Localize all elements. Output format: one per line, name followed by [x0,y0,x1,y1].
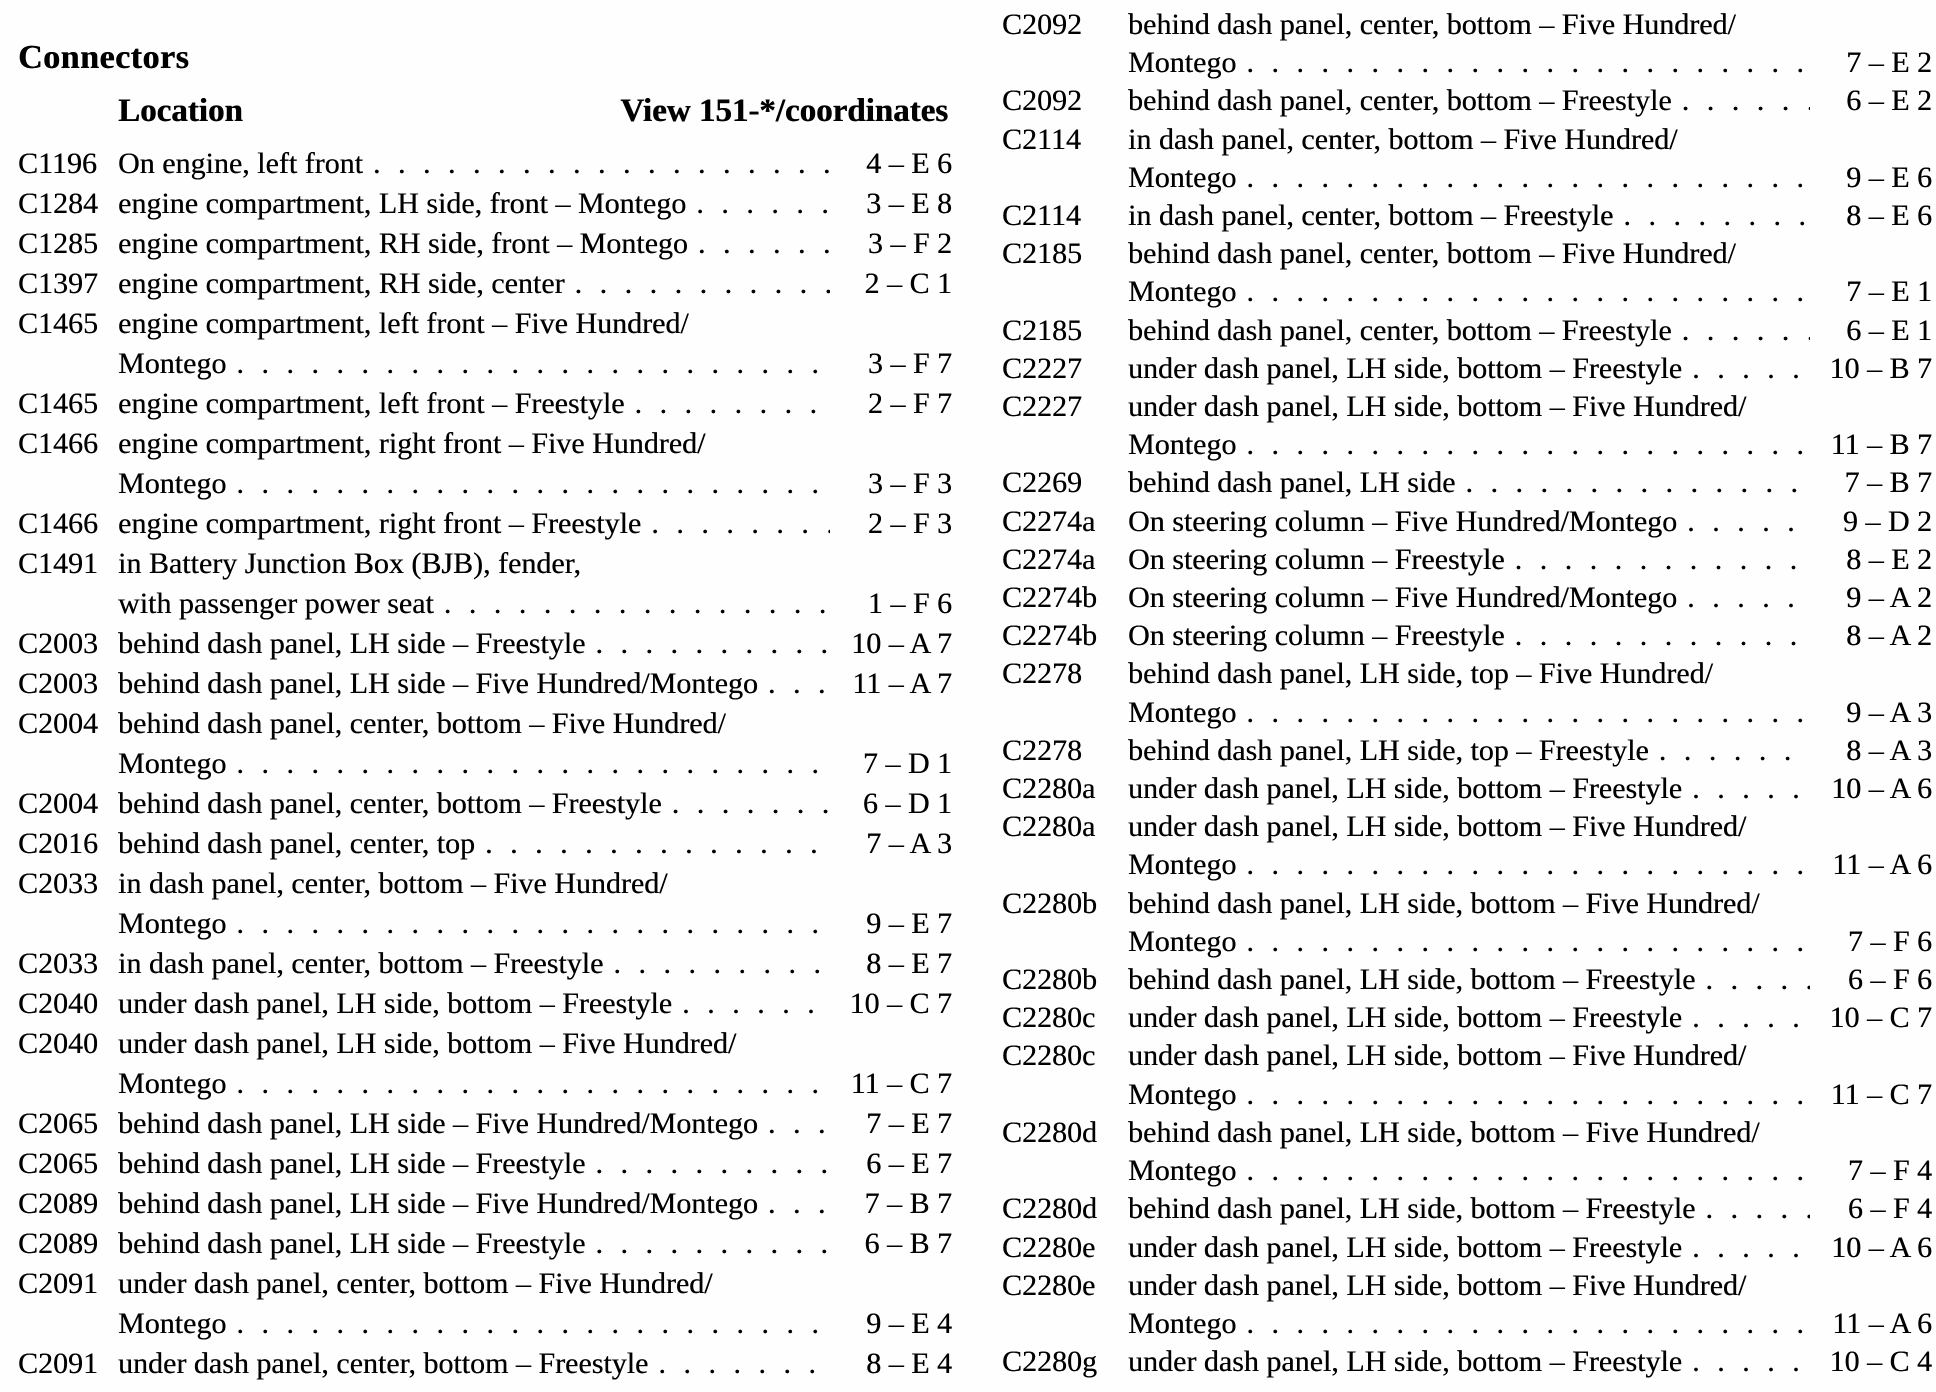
connector-id: C1465 [18,387,99,420]
table-row [1002,1343,1932,1381]
view-coordinate: 9 – A 2 [1846,581,1932,615]
location-text: under dash panel, center, bottom – Freestyle [118,1347,649,1380]
view-coordinate: 11 – A 7 [852,667,952,700]
table-row [18,544,952,624]
location-text: engine compartment, RH side, front – Montego [118,227,688,260]
location-text: under dash panel, LH side, bottom – Five Hundred/ [118,1027,737,1060]
location-text: in Battery Junction Box (BJB), fender, [118,547,581,580]
table-row [1002,464,1932,502]
connector-id: C2003 [18,627,99,660]
view-coordinate: 8 – A 3 [1846,733,1932,767]
dot-leader [373,144,830,184]
dot-leader [1623,197,1810,235]
view-coordinate: 8 – E 7 [866,947,952,980]
dot-leader [1687,503,1810,541]
table-row [18,1344,952,1384]
location-text: engine compartment, left front – Freestyle [118,387,625,420]
view-coordinate: 11 – A 6 [1832,1306,1932,1340]
view-coordinate: 3 – F 7 [867,347,952,380]
dot-leader [613,944,830,984]
view-coordinate: 8 – E 2 [1846,542,1932,576]
view-coordinate: 7 – D 1 [862,747,952,780]
location-text: behind dash panel, LH side, top – Freestyle [1128,733,1649,767]
location-text: under dash panel, LH side, bottom – Five Hundred/ [1128,810,1747,844]
view-coordinate: 8 – A 2 [1846,619,1932,653]
dot-leader [658,1344,830,1384]
connector-id: C2091 [18,1267,99,1300]
connector-id: C2065 [18,1107,99,1140]
section-title: Connectors [18,39,190,76]
location-text: behind dash panel, center, bottom – Five Hundred/ [1128,8,1736,41]
connector-id: C2114 [1002,122,1081,156]
table-row [1002,235,1932,311]
table-row [1002,197,1932,235]
location-text: under dash panel, LH side, bottom – Five Hundred/ [1128,1039,1747,1073]
dot-leader [444,584,830,624]
dot-leader [595,1224,830,1264]
location-text: under dash panel, LH side, bottom – Freestyle [1128,351,1683,385]
dot-leader [1246,1076,1810,1114]
location-text: behind dash panel, LH side, bottom – Five Hundred/ [1128,886,1760,920]
view-coordinate: 7 – E 1 [1846,275,1932,309]
view-coordinate: 9 – E 6 [1846,160,1932,194]
location-text: Montego [1128,1077,1237,1111]
location-text: Montego [1128,428,1237,462]
table-row [1002,1190,1932,1228]
dot-leader [485,824,830,864]
dot-leader [236,904,830,944]
connector-id: C1466 [18,507,99,540]
location-text: Montego [118,907,227,940]
location-text: Montego [1128,924,1237,958]
location-text: behind dash panel, center, bottom – Five Hundred/ [118,707,726,740]
dot-leader [768,1184,830,1224]
view-coordinate: 9 – D 2 [1842,504,1932,538]
view-coordinate: 10 – C 4 [1829,1345,1932,1379]
view-coordinate: 10 – C 7 [849,987,952,1020]
table-row [1002,1037,1932,1113]
connector-id: C2003 [18,667,99,700]
connector-id: C2274a [1002,542,1096,576]
table-row [18,624,952,664]
table-row [18,1184,952,1224]
table-row [1002,312,1932,350]
location-text: behind dash panel, LH side – Five Hundred/Montego [118,1187,758,1220]
connector-id: C2114 [1002,199,1081,233]
location-text: behind dash panel, LH side – Five Hundred/Montego [118,667,758,700]
table-row [1002,350,1932,388]
view-coordinate: 6 – E 1 [1846,313,1932,347]
dot-leader [1246,846,1810,884]
connector-id: C2185 [1002,313,1083,347]
location-text: behind dash panel, LH side, bottom – Freestyle [1128,1192,1696,1226]
left-column [18,36,952,1384]
location-text: engine compartment, left front – Five Hundred/ [118,307,689,340]
dot-leader [575,264,830,304]
location-text: in dash panel, center, bottom – Five Hundred/ [118,867,668,900]
location-text: Montego [118,1307,227,1340]
connector-id: C2278 [1002,733,1083,767]
column-headers [18,88,952,134]
location-text: Montego [1128,275,1237,309]
table-row [1002,1114,1932,1190]
dot-leader [1246,44,1810,82]
dot-leader [698,224,830,264]
connector-id: C2033 [18,867,99,900]
connector-list-left [18,144,952,1384]
location-text: On steering column – Five Hundred/Montego [1128,504,1678,538]
connector-id: C2280c [1002,1001,1096,1035]
table-row [18,1104,952,1144]
table-row [18,224,952,264]
dot-leader [1692,1343,1810,1381]
table-row [18,184,952,224]
connector-id: C2065 [18,1147,99,1180]
table-row [18,864,952,944]
dot-leader [236,344,830,384]
table-row [1002,808,1932,884]
connector-id: C2185 [1002,237,1083,271]
location-text: behind dash panel, center, top [118,827,476,860]
table-row [1002,999,1932,1037]
connector-id: C2040 [18,1027,99,1060]
dot-leader [236,1064,830,1104]
view-coordinate: 6 – F 4 [1847,1192,1932,1226]
view-coordinate: 7 – A 3 [866,827,952,860]
view-coordinate: 7 – B 7 [864,1187,952,1220]
dot-leader [768,664,830,704]
connector-id: C2280e [1002,1230,1096,1264]
location-text: under dash panel, LH side, bottom – Freestyle [1128,772,1683,806]
connector-id: C2091 [18,1347,99,1380]
table-row [1002,6,1932,82]
dot-leader [1246,923,1810,961]
table-row [18,1024,952,1104]
location-text: under dash panel, LH side, bottom – Five Hundred/ [1128,390,1747,424]
location-text: On engine, left front [118,147,363,180]
connector-id: C2092 [1002,8,1083,41]
table-row [1002,617,1932,655]
view-coordinate: 7 – B 7 [1844,466,1932,500]
view-coordinate: 3 – E 8 [866,187,952,220]
connector-id: C2004 [18,707,99,740]
view-coordinate: 11 – C 7 [1830,1077,1932,1111]
view-coordinate: 2 – F 3 [867,507,952,540]
location-text: Montego [1128,848,1237,882]
location-text: behind dash panel, LH side, bottom – Five Hundred/ [1128,1115,1760,1149]
table-row [18,944,952,984]
location-text: under dash panel, LH side, bottom – Freestyle [1128,1345,1683,1379]
dot-leader [1692,770,1810,808]
view-coordinate: 6 – E 7 [866,1147,952,1180]
table-row [1002,770,1932,808]
view-coordinate: 9 – A 3 [1846,695,1932,729]
view-coordinate: 11 – C 7 [850,1067,952,1100]
view-coordinate: 8 – E 6 [1846,199,1932,233]
right-column [1002,6,1932,1381]
dot-leader [1692,999,1810,1037]
location-text: under dash panel, LH side, bottom – Five Hundred/ [1128,1268,1747,1302]
connector-id: C2227 [1002,390,1083,424]
connector-id: C2278 [1002,657,1083,691]
connector-id: C2269 [1002,466,1083,500]
connector-id: C2274b [1002,581,1098,615]
view-coordinate: 10 – B 7 [1829,351,1932,385]
view-coordinate: 1 – F 6 [867,587,952,620]
dot-leader [1515,541,1810,579]
table-row [18,304,952,384]
dot-leader [236,1304,830,1344]
table-row [18,664,952,704]
connector-id: C2280b [1002,886,1098,920]
connector-id: C2016 [18,827,99,860]
view-coordinate: 7 – E 7 [866,1107,952,1140]
dot-leader [1705,961,1810,999]
connector-id: C2227 [1002,351,1083,385]
table-row [18,1264,952,1344]
view-coordinate: 10 – A 7 [851,627,952,660]
location-text: Montego [118,467,227,500]
dot-leader [1515,617,1810,655]
location-text: Montego [1128,1154,1237,1188]
location-text: behind dash panel, center, bottom – Freestyle [118,787,662,820]
connector-id: C2092 [1002,84,1083,118]
table-row [18,784,952,824]
table-row [1002,732,1932,770]
table-row [18,384,952,424]
dot-leader [1246,694,1810,732]
connector-id: C2274b [1002,619,1098,653]
connector-id: C1491 [18,547,99,580]
view-coordinate: 4 – E 6 [866,147,952,180]
connector-id: C1397 [18,267,99,300]
connector-id: C2033 [18,947,99,980]
dot-leader [236,464,830,504]
location-text: engine compartment, RH side, center [118,267,565,300]
table-row [1002,579,1932,617]
table-row [1002,1229,1932,1267]
view-coordinate: 10 – C 7 [1829,1001,1932,1035]
view-coordinate: 6 – E 2 [1846,84,1932,118]
table-row [18,1144,952,1184]
location-text: with passenger power seat [118,587,434,620]
location-text: Montego [118,747,227,780]
location-text: under dash panel, LH side, bottom – Freestyle [1128,1001,1683,1035]
table-row [18,504,952,544]
dot-leader [595,624,830,664]
view-coordinate: 11 – B 7 [1830,428,1932,462]
location-text: Montego [1128,1306,1237,1340]
dot-leader [672,784,830,824]
connector-id: C2280a [1002,772,1096,806]
table-row [18,984,952,1024]
connector-id: C2280b [1002,963,1098,997]
connector-id: C2089 [18,1227,99,1260]
location-text: engine compartment, right front – Freestyle [118,507,642,540]
table-row [18,1224,952,1264]
location-text: behind dash panel, LH side – Freestyle [118,627,586,660]
location-text: Montego [118,347,227,380]
connector-id: C2280d [1002,1115,1098,1149]
dot-leader [682,984,830,1024]
location-text: under dash panel, center, bottom – Five Hundred/ [118,1267,713,1300]
table-row [1002,503,1932,541]
dot-leader [1465,464,1810,502]
location-text: behind dash panel, center, bottom – Freestyle [1128,313,1672,347]
header-location: Location [118,93,243,129]
table-row [1002,1267,1932,1343]
dot-leader [696,184,830,224]
location-text: behind dash panel, LH side – Freestyle [118,1147,586,1180]
view-coordinate: 6 – F 6 [1847,963,1932,997]
dot-leader [1246,1152,1810,1190]
location-text: behind dash panel, LH side – Five Hundred/Montego [118,1107,758,1140]
view-coordinate: 7 – F 4 [1847,1154,1932,1188]
view-coordinate: 9 – E 4 [866,1307,952,1340]
location-text: engine compartment, LH side, front – Montego [118,187,687,220]
dot-leader [595,1144,830,1184]
view-coordinate: 6 – B 7 [864,1227,952,1260]
view-coordinate: 8 – E 4 [866,1347,952,1380]
connector-id: C1285 [18,227,99,260]
dot-leader [1246,273,1810,311]
connector-id: C2280c [1002,1039,1096,1073]
connector-id: C1466 [18,427,99,460]
table-row [1002,655,1932,731]
table-row [18,144,952,184]
view-coordinate: 7 – E 2 [1846,46,1932,80]
dot-leader [1682,82,1810,120]
dot-leader [1659,732,1810,770]
dot-leader [1705,1190,1810,1228]
location-text: Montego [1128,695,1237,729]
connector-id: C1465 [18,307,99,340]
dot-leader [1246,426,1810,464]
location-text: in dash panel, center, bottom – Freestyle [1128,199,1614,233]
dot-leader [1246,159,1810,197]
location-text: On steering column – Five Hundred/Montego [1128,581,1678,615]
dot-leader [768,1104,830,1144]
dot-leader [1692,1229,1810,1267]
dot-leader [1687,579,1810,617]
view-coordinate: 10 – A 6 [1831,772,1932,806]
table-row [1002,388,1932,464]
location-text: On steering column – Freestyle [1128,542,1505,576]
table-row [1002,541,1932,579]
location-text: behind dash panel, LH side – Freestyle [118,1227,586,1260]
connector-id: C2004 [18,787,99,820]
table-row [18,704,952,784]
connector-id: C2280g [1002,1345,1098,1379]
view-coordinate: 11 – A 6 [1832,848,1932,882]
location-text: engine compartment, right front – Five Hundred/ [118,427,706,460]
view-coordinate: 3 – F 2 [867,227,952,260]
dot-leader [651,504,830,544]
table-row [1002,121,1932,197]
location-text: under dash panel, LH side, bottom – Freestyle [1128,1230,1683,1264]
connector-list-right [1002,6,1932,1381]
table-row [18,424,952,504]
table-row [1002,82,1932,120]
view-coordinate: 2 – C 1 [864,267,952,300]
table-row [18,264,952,304]
location-text: Montego [118,1067,227,1100]
location-text: Montego [1128,160,1237,194]
view-coordinate: 10 – A 6 [1831,1230,1932,1264]
connector-id: C2280a [1002,810,1096,844]
header-view-coordinates: View 151-*/coordinates [620,93,948,129]
location-text: On steering column – Freestyle [1128,619,1505,653]
location-text: in dash panel, center, bottom – Freestyle [118,947,604,980]
connector-id: C2280d [1002,1192,1098,1226]
connector-id: C2280e [1002,1268,1096,1302]
location-text: behind dash panel, LH side, top – Five Hundred/ [1128,657,1713,691]
dot-leader [1682,312,1810,350]
table-row [1002,885,1932,961]
dot-leader [1692,350,1810,388]
view-coordinate: 6 – D 1 [862,787,952,820]
view-coordinate: 2 – F 7 [867,387,952,420]
view-coordinate: 3 – F 3 [867,467,952,500]
view-coordinate: 7 – F 6 [1847,924,1932,958]
location-text: in dash panel, center, bottom – Five Hundred/ [1128,122,1678,156]
location-text: under dash panel, LH side, bottom – Freestyle [118,987,673,1020]
connector-id: C2274a [1002,504,1096,538]
dot-leader [236,744,830,784]
table-row [18,824,952,864]
connector-id: C2089 [18,1187,99,1220]
location-text: behind dash panel, LH side, bottom – Freestyle [1128,963,1696,997]
connector-id: C1196 [18,147,97,180]
view-coordinate: 9 – E 7 [866,907,952,940]
location-text: behind dash panel, center, bottom – Five Hundred/ [1128,237,1736,271]
location-text: behind dash panel, center, bottom – Freestyle [1128,84,1672,118]
location-text: Montego [1128,46,1237,80]
location-text: behind dash panel, LH side [1128,466,1456,500]
dot-leader [1246,1305,1810,1343]
connector-id: C2040 [18,987,99,1020]
table-row [1002,961,1932,999]
dot-leader [635,384,831,424]
connector-id: C1284 [18,187,99,220]
